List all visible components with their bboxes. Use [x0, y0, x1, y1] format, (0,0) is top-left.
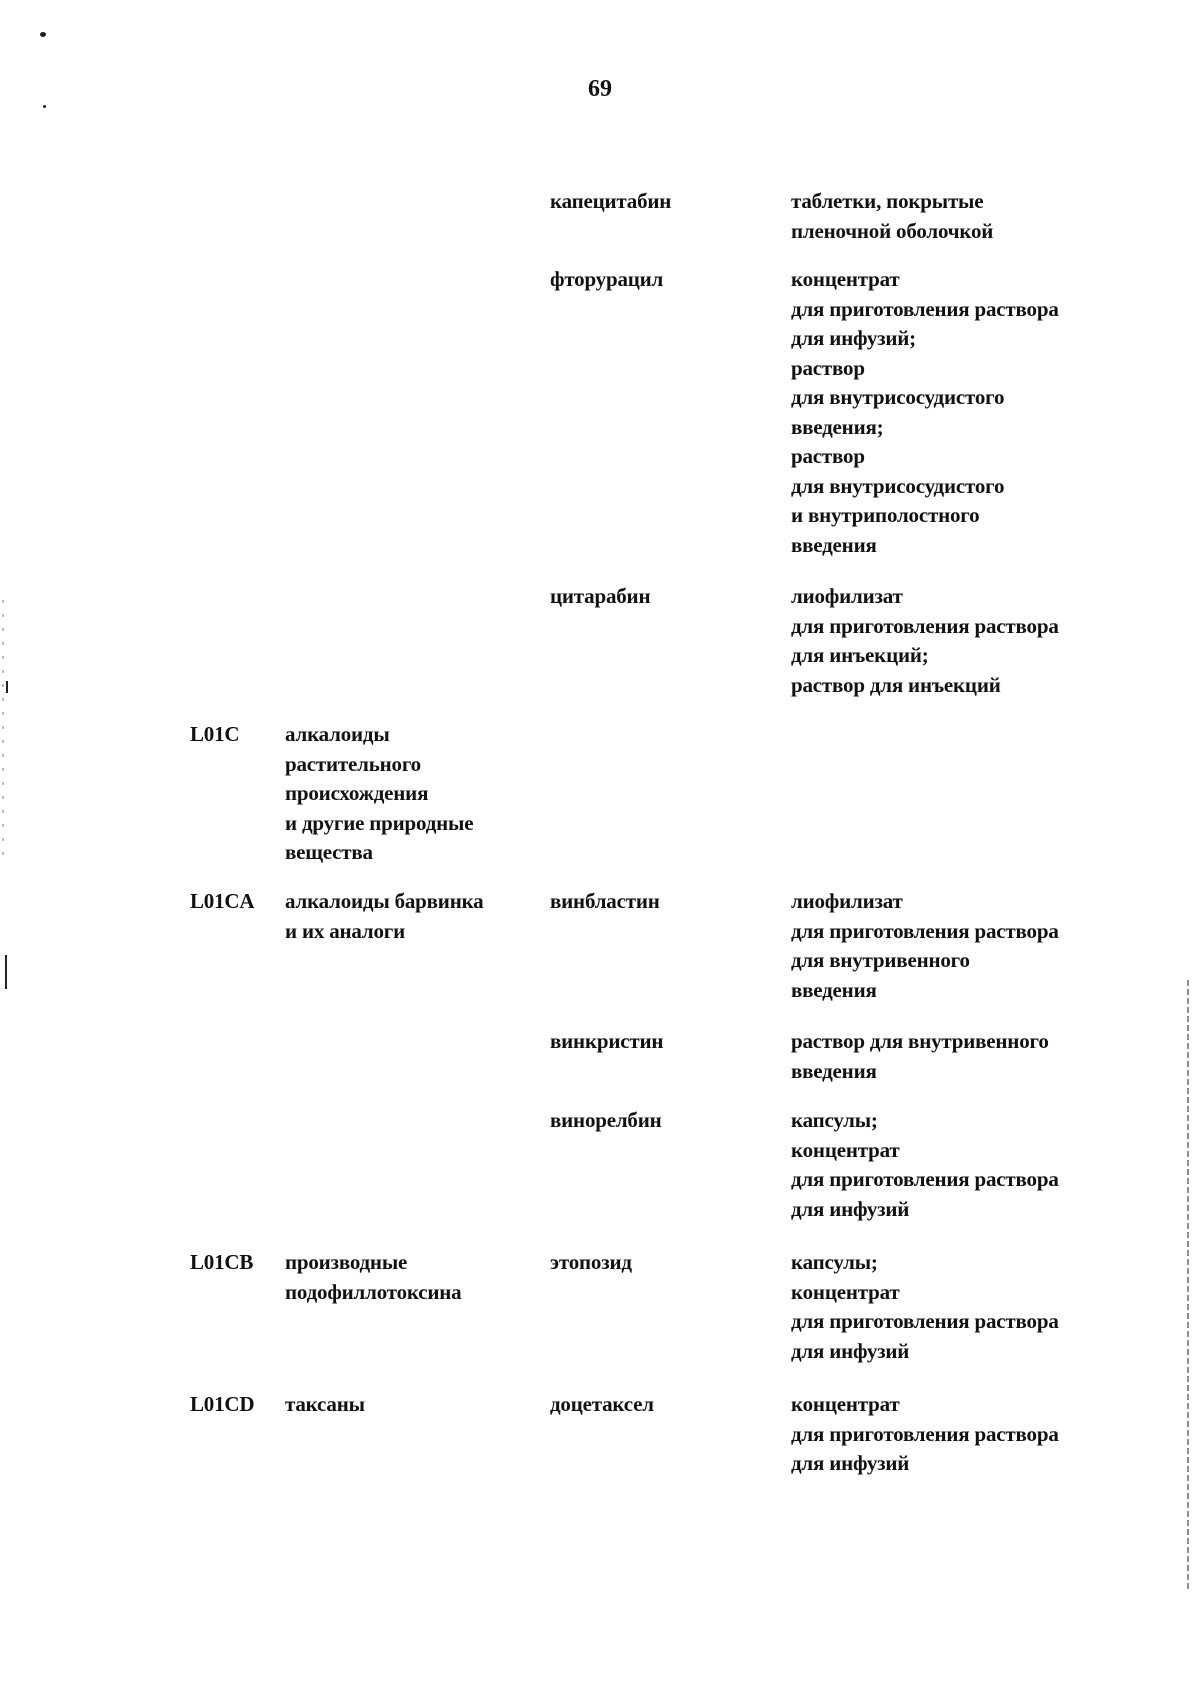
- drug-name: фторурацил: [550, 267, 664, 291]
- scan-speck: [5, 955, 7, 989]
- atc-group-name: алкалоиды барвинка и их аналоги: [285, 889, 484, 943]
- drug-name: винорелбин: [550, 1108, 662, 1132]
- scan-edge-line: [1187, 980, 1189, 1590]
- dosage-forms: раствор для внутривенного введения: [791, 1029, 1049, 1083]
- drug-name: винбластин: [550, 889, 660, 913]
- drug-name: винкристин: [550, 1029, 664, 1053]
- scan-speck: [6, 681, 8, 693]
- scan-speck: [40, 32, 46, 37]
- atc-group-name: алкалоиды растительного происхождения и другие природные вещества: [285, 722, 474, 864]
- drug-name: цитарабин: [550, 584, 651, 608]
- atc-code: L01CD: [190, 1392, 255, 1416]
- dosage-forms: таблетки, покрытые пленочной оболочкой: [791, 189, 994, 243]
- scan-speck: [43, 105, 46, 108]
- scan-edge-noise: [2, 600, 4, 860]
- dosage-forms: лиофилизат для приготовления раствора для внутривенного введения: [791, 889, 1059, 1002]
- atc-group-name: производные подофиллотоксина: [285, 1250, 462, 1304]
- dosage-forms: концентрат для приготовления раствора для инфузий: [791, 1392, 1059, 1475]
- dosage-forms: концентрат для приготовления раствора для инфузий; раствор для внутрисосудистого введения; раствор для внутрисосудистого и внутриполостного введения: [791, 267, 1059, 557]
- dosage-forms: капсулы; концентрат для приготовления раствора для инфузий: [791, 1250, 1059, 1363]
- dosage-forms: капсулы; концентрат для приготовления раствора для инфузий: [791, 1108, 1059, 1221]
- dosage-forms: лиофилизат для приготовления раствора для инъекций; раствор для инъекций: [791, 584, 1059, 697]
- atc-group-name: таксаны: [285, 1392, 365, 1416]
- atc-code: L01C: [190, 722, 240, 746]
- page-number: 69: [588, 76, 612, 102]
- drug-name: доцетаксел: [550, 1392, 654, 1416]
- atc-code: L01CA: [190, 889, 255, 913]
- drug-name: капецитабин: [550, 189, 672, 213]
- atc-code: L01CB: [190, 1250, 254, 1274]
- drug-name: этопозид: [550, 1250, 632, 1274]
